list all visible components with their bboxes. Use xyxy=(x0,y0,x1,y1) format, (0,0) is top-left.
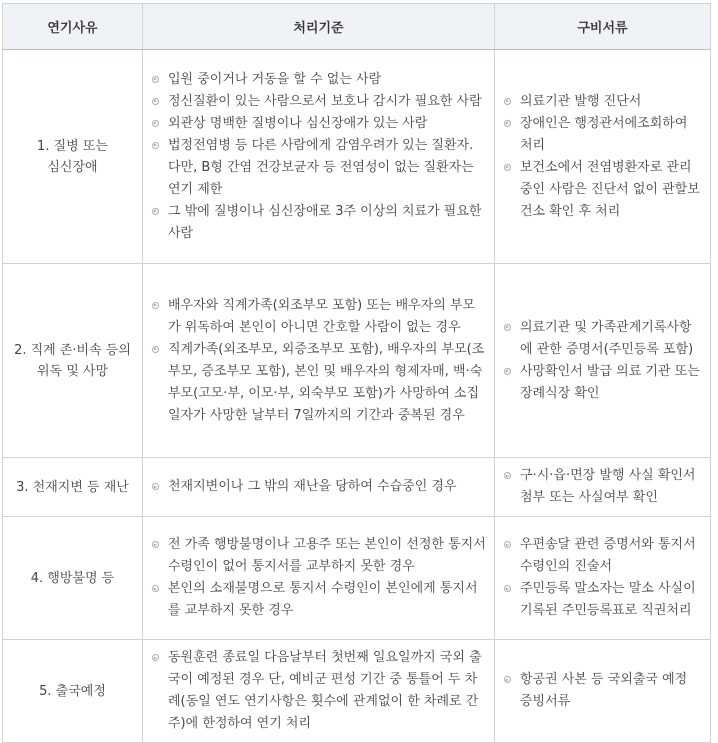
criteria-list xyxy=(144,470,493,504)
bullet-icon xyxy=(152,483,159,490)
reason-cell: 3. 천재지변 등 재난 xyxy=(3,458,143,517)
document-item-text: 주민등록 말소자는 말소 사실이 기록된 주민등록표로 직권처리 xyxy=(520,581,696,618)
criteria-cell xyxy=(143,264,495,458)
document-item-text: 보건소에서 전염병환자로 관리중인 사람은 진단서 없이 관할보건소 확인 후 처리 xyxy=(520,159,700,219)
document-item xyxy=(504,91,703,113)
criteria-item-text: 배우자와 직계가족(외조부모 포함) 또는 배우자의 부모가 위독하여 본인이 아니면 간호할 사람이 없는 경우 xyxy=(168,297,476,335)
documents-cell xyxy=(495,264,711,458)
deferral-criteria-table xyxy=(2,3,711,743)
criteria-item-text: 외관상 명백한 질병이나 심신장애가 있는 사람 xyxy=(168,115,428,131)
criteria-item-text: 천재지변이나 그 밖의 재난을 당하여 수습중인 경우 xyxy=(168,479,457,494)
bullet-icon xyxy=(152,585,159,592)
criteria-item xyxy=(152,135,487,201)
criteria-item xyxy=(152,295,487,339)
criteria-cell xyxy=(143,458,495,517)
table-header-row xyxy=(3,4,711,50)
criteria-list xyxy=(144,528,493,628)
criteria-item-text: 입원 중이거나 거동을 할 수 없는 사람 xyxy=(168,71,382,87)
document-item-text: 의료기관 및 가족관계기록사항에 관한 증명서(주민등록 포함) xyxy=(520,319,694,357)
document-item-text: 의료기관 발행 진단서 xyxy=(520,93,642,109)
document-item xyxy=(504,578,703,622)
criteria-item xyxy=(152,69,487,91)
document-item xyxy=(504,534,703,578)
documents-list xyxy=(496,85,709,229)
criteria-item-text: 전 가족 행방불명이나 고용주 또는 본인이 선정한 통지서 수령인이 없어 통지서를 교부하지 못한 경우 xyxy=(168,537,486,574)
table-row xyxy=(3,517,711,640)
header-criteria: 처리기준 xyxy=(143,4,495,50)
documents-cell xyxy=(495,50,711,264)
bullet-icon xyxy=(152,302,159,309)
bullet-icon xyxy=(152,98,159,105)
bullet-icon xyxy=(152,541,159,548)
bullet-icon xyxy=(504,164,511,171)
document-item-text: 사망확인서 발급 의료 기관 또는 장례식장 확인 xyxy=(520,363,700,401)
criteria-cell xyxy=(143,640,495,743)
reason-cell: 2. 직계 존·비속 등의 위독 및 사망 xyxy=(3,264,143,458)
document-item-text: 구·시·읍·면장 발행 사실 확인서 첨부 또는 사실여부 확인 xyxy=(520,468,696,505)
document-item xyxy=(504,669,703,713)
criteria-item xyxy=(152,647,487,735)
bullet-icon xyxy=(504,120,511,127)
criteria-item xyxy=(152,534,487,578)
bullet-icon xyxy=(152,346,159,353)
bullet-icon xyxy=(152,120,159,127)
header-documents: 구비서류 xyxy=(495,4,711,50)
bullet-icon xyxy=(152,654,159,661)
bullet-icon xyxy=(152,208,159,215)
bullet-icon xyxy=(504,98,511,105)
documents-list xyxy=(496,528,709,628)
document-item xyxy=(504,361,703,405)
bullet-icon xyxy=(504,585,511,592)
criteria-list xyxy=(144,289,493,433)
criteria-item xyxy=(152,201,487,245)
documents-cell xyxy=(495,458,711,517)
documents-cell xyxy=(495,517,711,640)
bullet-icon xyxy=(504,368,511,375)
criteria-item-text: 직계가족(외조부모, 외증조부모 포함), 배우자의 부모(조부모, 증조부모 포함), 본인 및 배우자의 형제자매, 백·숙부모(고모·부, 이모·부, 외숙부모 포함)가 사망하여 소집일자가 사망한 날부터 7일까지의 기간과 중복된 경우 xyxy=(168,341,485,423)
document-item xyxy=(504,157,703,223)
reason-cell: 4. 행방불명 등 xyxy=(3,517,143,640)
documents-list xyxy=(496,459,709,515)
table-row xyxy=(3,640,711,743)
documents-list xyxy=(496,663,709,719)
criteria-item xyxy=(152,339,487,427)
reason-cell: 1. 질병 또는 심신장애 xyxy=(3,50,143,264)
bullet-icon xyxy=(152,142,159,149)
document-item-text: 우편송달 관련 증명서와 통지서 수령인의 진술서 xyxy=(520,537,696,574)
document-item-text: 장애인은 행정관서에조회하여 처리 xyxy=(520,115,688,153)
criteria-item-text: 동원훈련 종료일 다음날부터 첫번째 일요일까지 국외 출국이 예정된 경우 단, 예비군 편성 기간 중 통틀어 두 차례(동일 연도 연기사항은 횟수에 관계없이 한 차례로 간주)에 한정하여 연기 처리 xyxy=(168,650,482,731)
criteria-item xyxy=(152,578,487,622)
table-row xyxy=(3,50,711,264)
criteria-cell xyxy=(143,517,495,640)
criteria-list xyxy=(144,63,493,251)
table-row xyxy=(3,264,711,458)
document-item xyxy=(504,465,703,509)
bullet-icon xyxy=(504,324,511,331)
criteria-cell xyxy=(143,50,495,264)
bullet-icon xyxy=(504,541,511,548)
criteria-item xyxy=(152,476,487,498)
criteria-item-text: 본인의 소재불명으로 통지서 수령인이 본인에게 통지서를 교부하지 못한 경우 xyxy=(168,581,478,618)
criteria-item-text: 법정전염병 등 다른 사람에게 감염우려가 있는 질환자. 다만, B형 간염 건강보균자 등 전염성이 없는 질환자는 연기 제한 xyxy=(168,137,474,197)
criteria-list xyxy=(144,641,493,741)
document-item xyxy=(504,317,703,361)
header-reason: 연기사유 xyxy=(3,4,143,50)
criteria-item-text: 정신질환이 있는 사람으로서 보호나 감시가 필요한 사람 xyxy=(168,93,482,109)
bullet-icon xyxy=(504,676,511,683)
documents-cell xyxy=(495,640,711,743)
criteria-item xyxy=(152,113,487,135)
criteria-item-text: 그 밖에 질병이나 심신장애로 3주 이상의 치료가 필요한 사람 xyxy=(168,203,482,241)
document-item-text: 항공권 사본 등 국외출국 예정 증빙서류 xyxy=(520,672,688,709)
reason-cell: 5. 출국예정 xyxy=(3,640,143,743)
document-item xyxy=(504,113,703,157)
table-row xyxy=(3,458,711,517)
bullet-icon xyxy=(504,472,511,479)
documents-list xyxy=(496,311,709,411)
criteria-item xyxy=(152,91,487,113)
bullet-icon xyxy=(152,76,159,83)
